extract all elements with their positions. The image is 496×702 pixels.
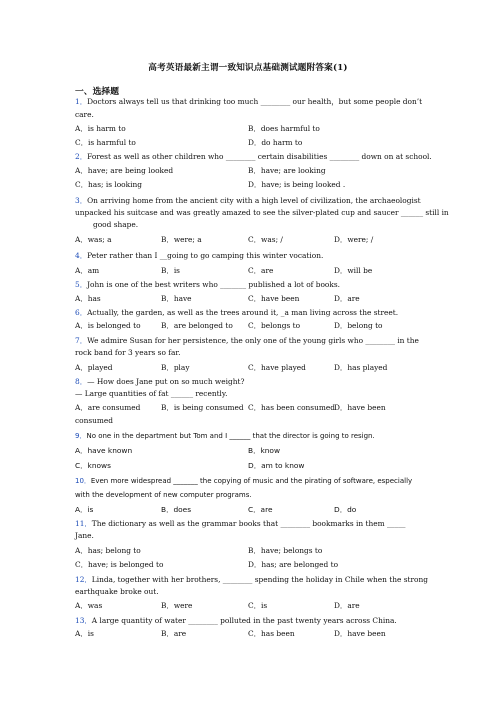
question-13	[75, 616, 397, 626]
option[interactable]: B．know	[248, 446, 280, 455]
section-heading: 一、选择题	[75, 87, 119, 97]
option[interactable]: A．is	[75, 505, 94, 514]
option[interactable]: C．belongs to	[248, 321, 301, 330]
option[interactable]: B．have	[161, 294, 192, 303]
question-text-cont: earthquake broke out.	[75, 587, 159, 596]
question-2	[75, 152, 432, 162]
option[interactable]: A．is belonged to	[75, 321, 141, 330]
question-text-cont: with the development of new computer programs.	[75, 491, 252, 499]
option[interactable]: A．have; are being looked	[75, 166, 174, 175]
option[interactable]: A．have known	[75, 446, 133, 455]
question-number: 1．	[75, 97, 88, 106]
question-text: A large quantity of water ________ polluted in the past twenty years across China.	[91, 616, 397, 625]
option[interactable]: C．have been	[248, 294, 300, 303]
option[interactable]: A．is	[75, 629, 94, 638]
question-4	[75, 251, 323, 261]
question-12	[75, 575, 428, 585]
option[interactable]: D．will be	[334, 266, 373, 275]
question-number: 10．	[75, 477, 91, 485]
option[interactable]: B．have; are looking	[248, 166, 326, 175]
question-5	[75, 280, 340, 290]
question-number: 4．	[75, 251, 88, 260]
option[interactable]: B．is being consumed	[161, 403, 244, 412]
question-text: On arriving home from the ancient city with a high level of civilization, the archaeologist	[87, 196, 421, 205]
option[interactable]: A．am	[75, 266, 100, 275]
question-text: No one in the department but Tom and I ______ that the director is going to resign.	[86, 432, 375, 440]
question-text: Peter rather than I __going to go camping this winter vocation.	[87, 251, 324, 260]
option[interactable]: C．has been	[248, 629, 295, 638]
option[interactable]: B．does	[161, 505, 192, 514]
question-10	[75, 476, 412, 486]
option[interactable]: D．has; are belonged to	[248, 560, 339, 569]
option[interactable]: C．was; /	[248, 235, 283, 244]
option[interactable]: B．were; a	[161, 235, 202, 244]
question-text: John is one of the best writers who _______ published a lot of books.	[87, 280, 340, 289]
question-text: The dictionary as well as the grammar books that ________ bookmarks in them _____	[91, 519, 406, 528]
question-3	[75, 196, 421, 206]
option[interactable]: C．are	[248, 505, 273, 514]
question-text-cont: care.	[75, 110, 94, 119]
option[interactable]: D．are	[334, 294, 360, 303]
option[interactable]: B．play	[161, 363, 190, 372]
question-6	[75, 308, 398, 318]
question-text-cont: Jane.	[75, 531, 94, 540]
question-text: Even more widespread _______ the copying of music and the pirating of software, especially	[90, 477, 413, 485]
question-text: — How does Jane put on so much weight?	[87, 377, 245, 386]
question-number: 11．	[75, 519, 92, 528]
question-number: 12．	[75, 575, 92, 584]
option[interactable]: A．was; a	[75, 235, 112, 244]
option[interactable]: C．knows	[75, 461, 111, 470]
question-number: 6．	[75, 308, 88, 317]
question-number: 13．	[75, 616, 92, 625]
option[interactable]: D．has played	[334, 363, 388, 372]
option[interactable]: D．have; is being looked .	[248, 180, 346, 189]
option[interactable]: A．is harm to	[75, 124, 126, 133]
option[interactable]: A．has; belong to	[75, 546, 141, 555]
question-1	[75, 97, 422, 107]
option[interactable]: B．are	[161, 629, 187, 638]
question-8	[75, 377, 244, 387]
option[interactable]: B．are belonged to	[161, 321, 233, 330]
option[interactable]: C．has; is looking	[75, 180, 142, 189]
option[interactable]: D．have been	[334, 403, 386, 412]
option[interactable]: C．have; is belonged to	[75, 560, 164, 569]
question-text: Actually, the garden, as well as the trees around it, _a man living across the street.	[87, 308, 399, 317]
question-text: Doctors always tell us that drinking too much ________ our health，but some people don’t	[87, 97, 423, 106]
question-number: 8．	[75, 377, 88, 386]
question-text: Linda, together with her brothers, ________ spending the holiday in Chile when the strong	[91, 575, 428, 584]
option[interactable]: D．belong to	[334, 321, 383, 330]
option[interactable]: A．are consumed	[75, 403, 141, 412]
question-number: 3．	[75, 196, 88, 205]
question-text-cont: good shape.	[93, 220, 139, 229]
question-7	[75, 336, 419, 346]
question-text-cont: rock band for 3 years so far.	[75, 348, 181, 357]
option[interactable]: B．is	[161, 266, 180, 275]
page-title: 高考英语最新主谓一致知识点基础测试题附答案(1)	[148, 63, 348, 73]
question-11	[75, 519, 405, 529]
question-number: 7．	[75, 336, 88, 345]
option[interactable]: B．does harmful to	[248, 124, 320, 133]
option[interactable]: C．are	[248, 266, 274, 275]
option[interactable]: C．has been consumed	[248, 403, 335, 412]
option[interactable]: A．was	[75, 601, 103, 610]
question-text-cont: — Large quantities of fat ______ recently.	[75, 389, 228, 398]
question-text: We admire Susan for her persistence, the only one of the young girls who ________ in the	[87, 336, 419, 345]
option-cont: consumed	[75, 416, 114, 425]
option[interactable]: A．has	[75, 294, 101, 303]
option[interactable]: B．were	[161, 601, 193, 610]
option[interactable]: D．am to know	[248, 461, 305, 470]
option[interactable]: D．do harm to	[248, 138, 303, 147]
option[interactable]: A．played	[75, 363, 113, 372]
option[interactable]: D．do	[334, 505, 357, 514]
question-text-cont: unpacked his suitcase and was greatly amazed to see the silver-plated cup and saucer ______ still in	[75, 208, 449, 217]
option[interactable]: C．is	[248, 601, 268, 610]
question-text: Forest as well as other children who ________ certain disabilities ________ down on at school.	[87, 152, 432, 161]
option[interactable]: D．were; /	[334, 235, 374, 244]
question-9	[75, 431, 375, 441]
option[interactable]: C．have played	[248, 363, 306, 372]
option[interactable]: C．is harmful to	[75, 138, 136, 147]
question-number: 2．	[75, 152, 88, 161]
option[interactable]: D．have been	[334, 629, 386, 638]
question-number: 5．	[75, 280, 88, 289]
question-number: 9．	[75, 432, 87, 440]
option[interactable]: B．have; belongs to	[248, 546, 323, 555]
option[interactable]: D．are	[334, 601, 360, 610]
